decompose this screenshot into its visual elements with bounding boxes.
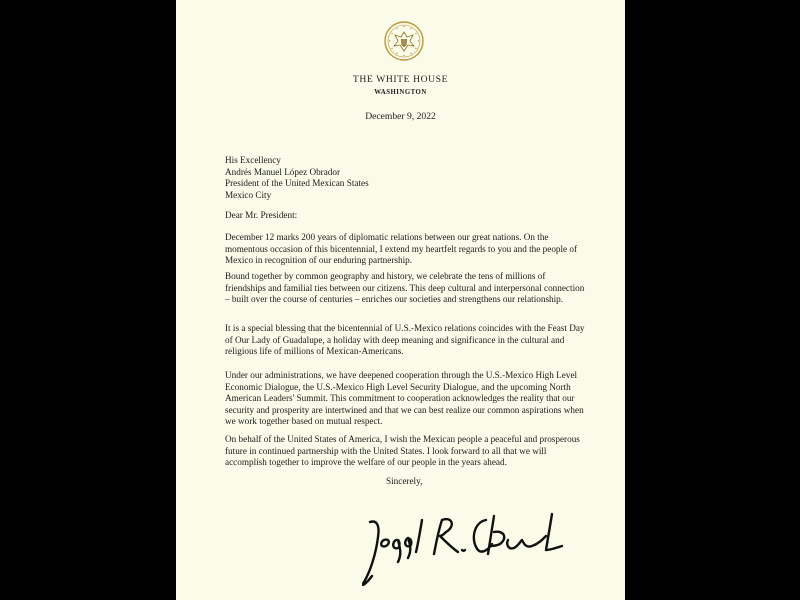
recipient-line-2: Andrés Manuel López Obrador xyxy=(225,166,341,177)
paragraph-4: Under our administrations, we have deepened cooperation through the U.S.-Mexico High Level Economic Dialogue, the U.S.-Mexico High Level Security Dialogue, and the upcoming North American Leaders' Summit. This commitment to cooperation acknowledges the reality that our security and prosperity are intertwined and that we can best realize our common aspirations when we work together based on mutual respect. xyxy=(225,370,584,427)
closing: Sincerely, xyxy=(386,476,423,486)
paragraph-2: Bound together by common geography and history, we celebrate the tens of millions of friendships and familial ties between our citizens. This deep cultural and interpersonal connection – built over the course of centuries – enriches our societies and strengthens our relationship. xyxy=(225,271,585,305)
presidential-seal-icon xyxy=(384,21,424,61)
recipient-address xyxy=(225,155,587,201)
paragraph-1: December 12 marks 200 years of diplomatic relations between our great nations. On the momentous occasion of this bicentennial, I extend my heartfelt regards to you and the people of Mexico in recognition of our enduring partnership. xyxy=(225,232,578,266)
letterhead-subtitle: WASHINGTON xyxy=(374,89,427,96)
recipient-line-1: His Excellency xyxy=(225,155,281,165)
paragraph-5: On behalf of the United States of America, I wish the Mexican people a peaceful and prosperous future in continued partnership with the United States. I look forward to all that we will accomplish together to improve the welfare of our people in the years ahead. xyxy=(225,434,580,468)
letter-date: December 9, 2022 xyxy=(365,111,436,122)
handwritten-signature xyxy=(362,492,582,592)
letter-page xyxy=(176,0,625,600)
recipient-line-3: President of the United Mexican States xyxy=(225,178,369,189)
recipient-line-4: Mexico City xyxy=(225,189,272,200)
salutation: Dear Mr. President: xyxy=(225,210,298,220)
letterhead-title: THE WHITE HOUSE xyxy=(352,74,449,85)
paragraph-3: It is a special blessing that the bicentennial of U.S.-Mexico relations coincides with the Feast Day of Our Lady of Guadalupe, a holiday with deep meaning and significance in the cultural and religious life of millions of Mexican-Americans. xyxy=(225,323,585,357)
